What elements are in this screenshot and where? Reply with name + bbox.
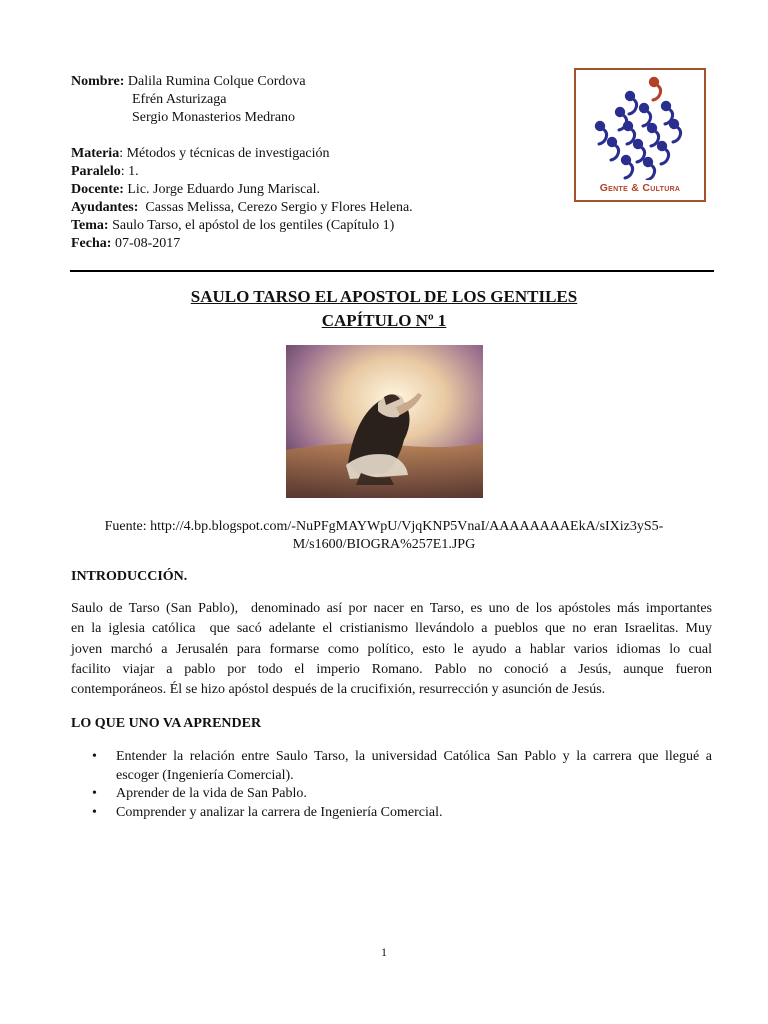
gente-cultura-logo (574, 68, 706, 202)
kneeling-man-photo (286, 345, 483, 498)
logo-dot-tail (653, 85, 661, 100)
intro-line-2: en la iglesia católica que sacó adelante el cristianismo llevándolo a pueblos que no eran Israelitas. Muy (71, 621, 712, 637)
nombre-line (71, 73, 306, 91)
intro-line-3: joven marchó a Jerusalén para formarse como político, esto le ayudo a hablar varios idiomas lo cual (71, 641, 712, 657)
ayudantes-line (71, 199, 413, 217)
intro-heading: INTRODUCCIÓN. (71, 569, 188, 584)
nombre-3: Sergio Monasterios Medrano (132, 110, 296, 125)
nombre-2: Efrén Asturizaga (132, 92, 227, 107)
learn-item-2 (116, 784, 712, 803)
logo-dot-tail (625, 163, 633, 178)
fecha-label: Fecha: (71, 236, 112, 251)
learn-item-1 (116, 747, 712, 785)
intro-line-1: Saulo de Tarso (San Pablo), denominado así por nacer en Tarso, es uno de los apóstoles más importantes (71, 601, 712, 616)
materia-line (71, 145, 330, 163)
tema-line (71, 217, 394, 235)
intro-line-5: contemporáneos. Él se hizo apóstol después de la crucifixión, resurrección y asunción de Jesús. (71, 682, 606, 698)
logo-dot-tail (599, 129, 607, 144)
page-number: 1 (381, 945, 387, 959)
intro-paragraph (71, 599, 712, 700)
logo-dot-tail (661, 149, 669, 164)
source-line-2: M/s1600/BIOGRA%257E1.JPG (292, 537, 476, 552)
paralelo-line (71, 163, 139, 181)
nombre-label: Nombre: (71, 74, 125, 89)
intro-line-4: facilito viajar a pablo por todo el imperio Romano. Pablo no conoció a Jesús, aunque fueron (71, 661, 712, 677)
tema-value: Saulo Tarso, el apóstol de los gentiles (Capítulo 1) (108, 218, 395, 233)
logo-dot-tail (673, 127, 681, 142)
paralelo-label: Paralelo (71, 164, 121, 179)
logo-dot-tail (629, 99, 637, 114)
fecha-line (71, 235, 180, 253)
chapter-title: CAPÍTULO Nº 1 (321, 311, 447, 330)
learn-item-3-line-1: Comprender y analizar la carrera de Ingeniería Comercial. (116, 805, 443, 820)
materia-value: : Métodos y técnicas de investigación (119, 146, 330, 161)
nombre-1: Dalila Rumina Colque Cordova (127, 74, 306, 89)
paralelo-value: : 1. (120, 164, 139, 179)
document-title: SAULO TARSO EL APOSTOL DE LOS GENTILES (190, 287, 578, 306)
learn-item-1-line-2: escoger (Ingeniería Comercial). (116, 768, 294, 783)
learn-item-2-line-1: Aprender de la vida de San Pablo. (116, 786, 307, 801)
bullet-3: • (92, 805, 97, 820)
logo-dot-tail (647, 165, 655, 180)
bullet-2: • (92, 786, 97, 801)
tema-label: Tema: (71, 218, 109, 233)
learn-heading: LO QUE UNO VA APRENDER (71, 716, 262, 731)
header-divider (70, 270, 714, 272)
docente-line (71, 181, 320, 199)
learn-item-1-line-1: Entender la relación entre Saulo Tarso, la universidad Católica San Pablo y la carrera que llegué a (116, 749, 712, 764)
ayudantes-value: Cassas Melissa, Cerezo Sergio y Flores Helena. (138, 200, 413, 215)
source-line-1: Fuente: http://4.bp.blogspot.com/-NuPFgMAYWpU/VjqKNP5VnaI/AAAAAAAAEkA/sIXiz3yS5- (104, 519, 664, 534)
learn-item-3 (116, 803, 712, 822)
docente-value: Lic. Jorge Eduardo Jung Mariscal. (123, 182, 320, 197)
logo-mark-icon (576, 70, 704, 180)
bullet-1: • (92, 749, 97, 764)
logo-text: Gente & Cultura (599, 182, 681, 194)
materia-label: Materia (71, 146, 120, 161)
fecha-value: 07-08-2017 (111, 236, 181, 251)
ayudantes-label: Ayudantes: (71, 200, 139, 215)
docente-label: Docente: (71, 182, 124, 197)
logo-dot-tail (611, 145, 619, 160)
